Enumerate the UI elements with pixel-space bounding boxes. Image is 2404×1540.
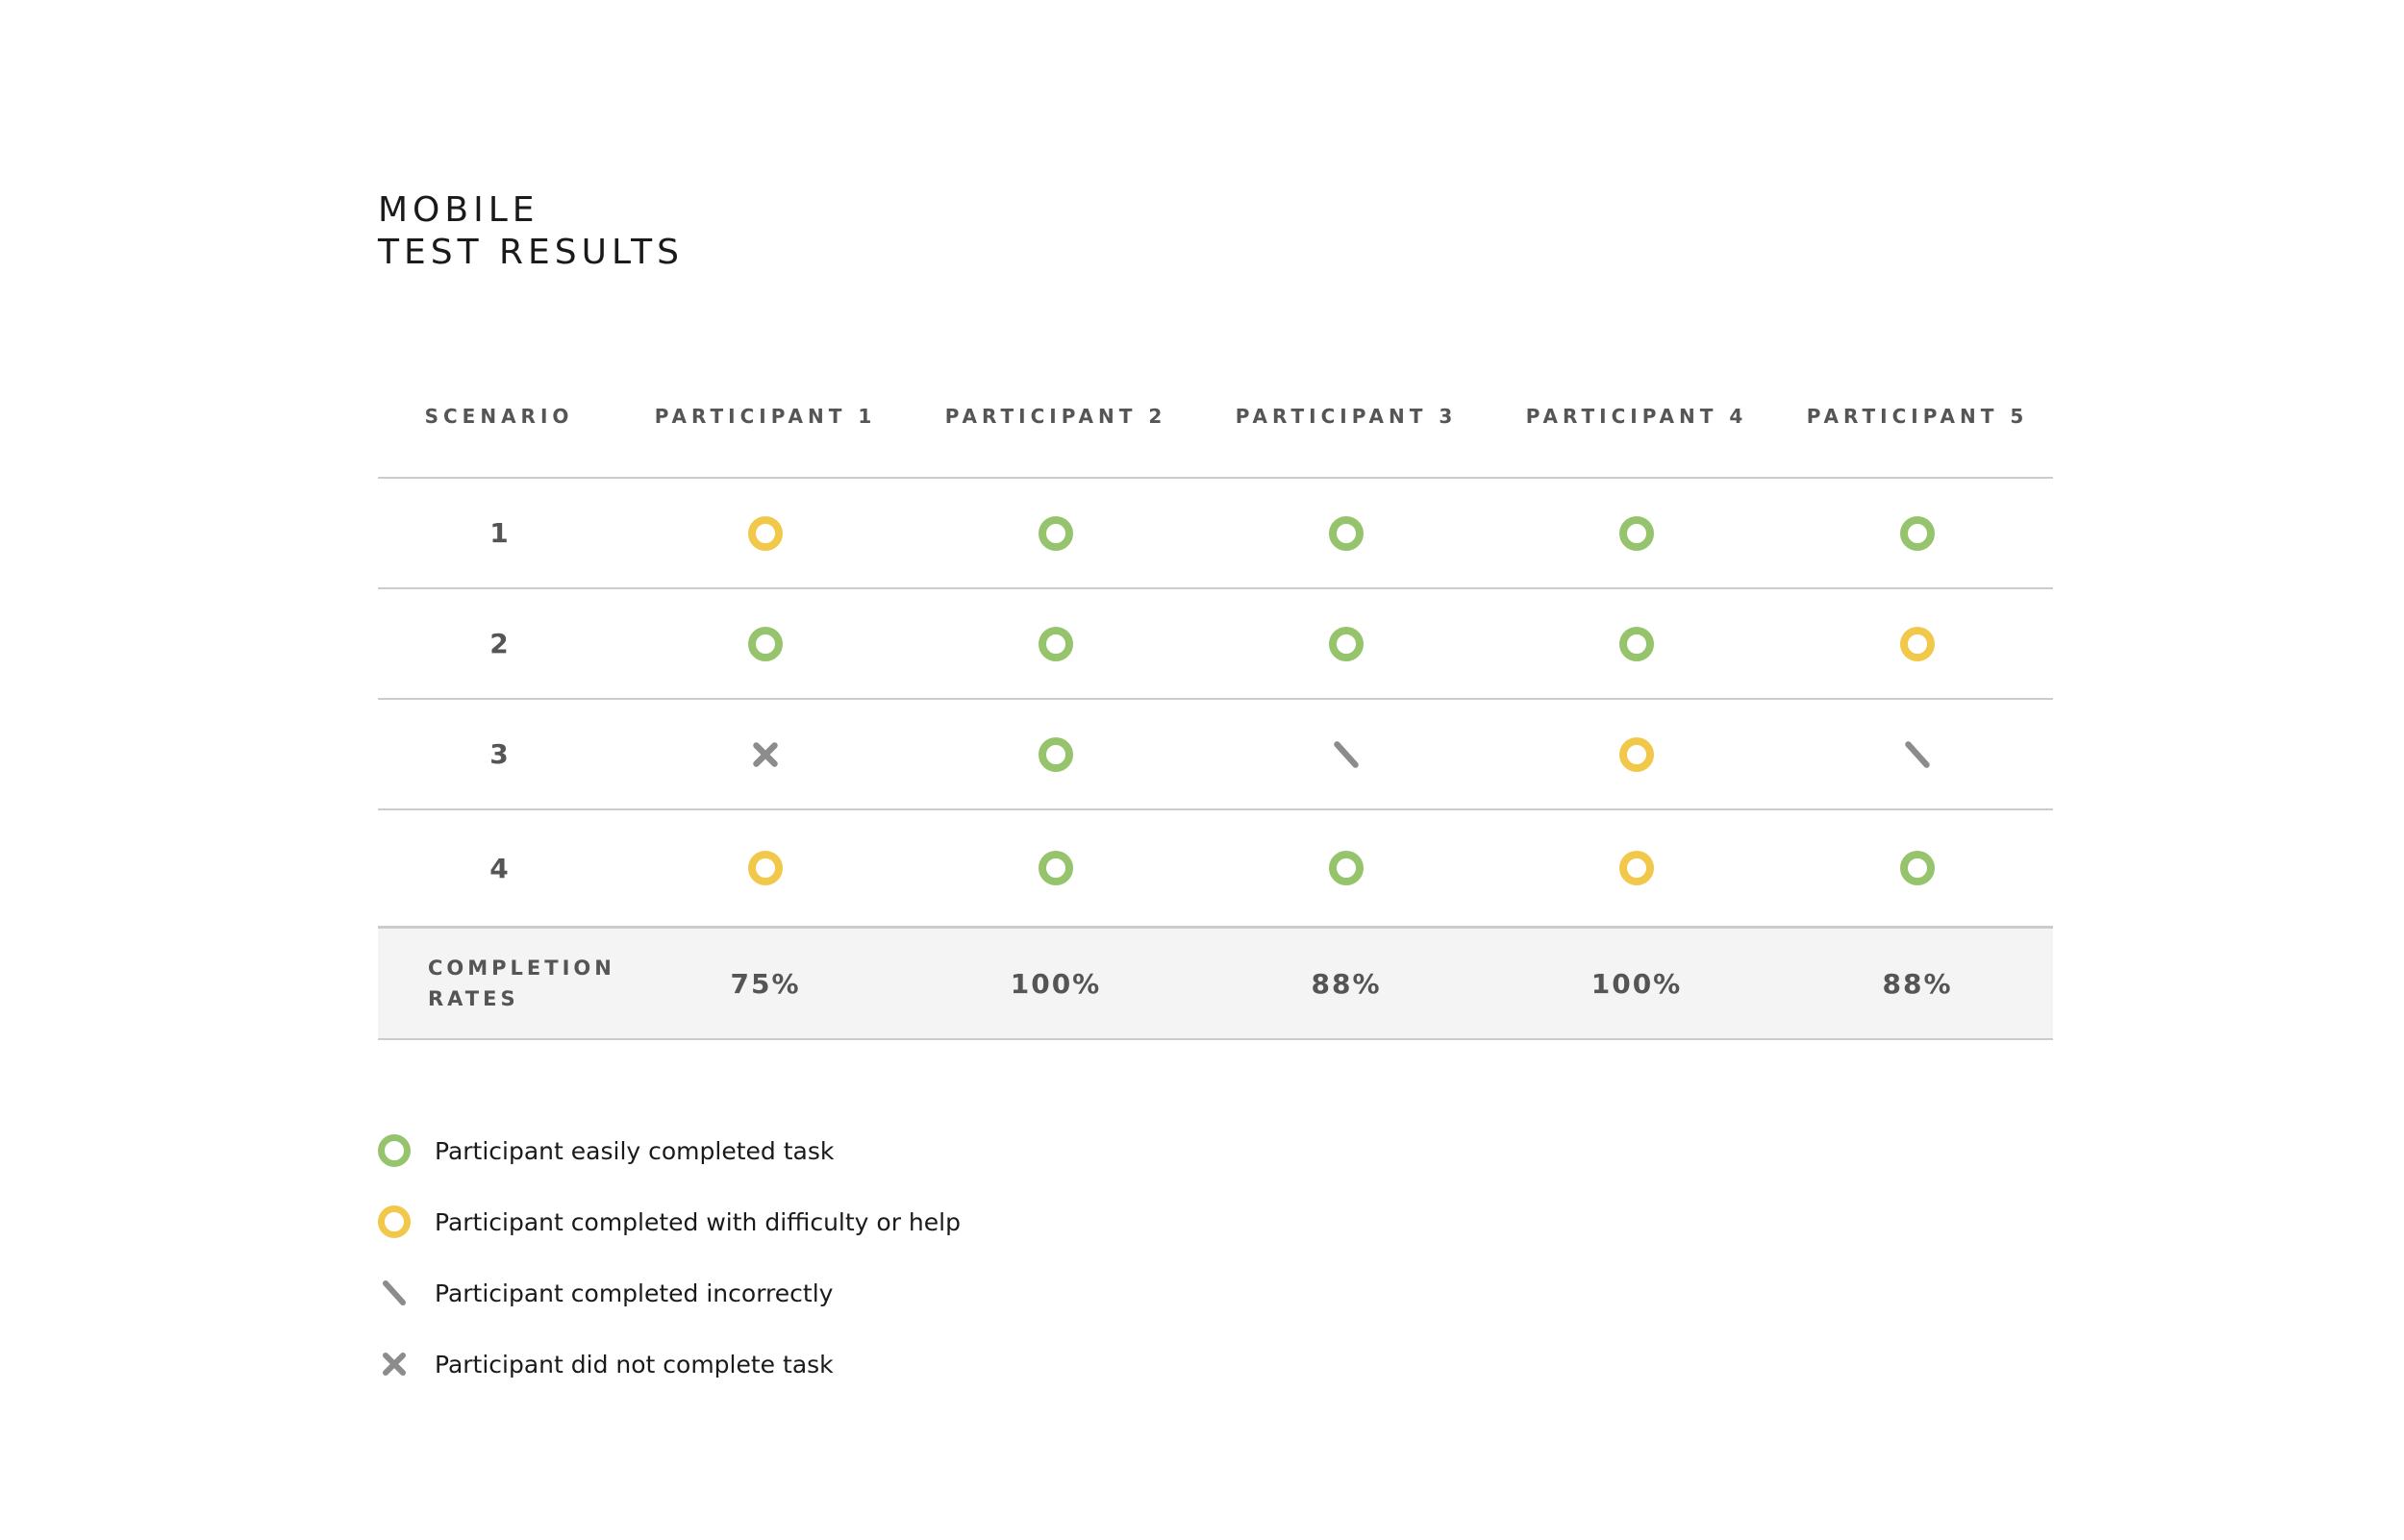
table-body [378,479,2053,928]
result-cell-participant-1 [620,627,911,661]
legend-label-difficulty: Participant completed with difficulty or help [435,1207,961,1236]
scenario-number: 1 [489,517,509,549]
green-ring-icon [375,1134,413,1167]
legend-label-not-completed: Participant did not complete task [435,1350,834,1379]
completion-rate-participant-4: 100% [1590,967,1683,1000]
result-cell-participant-1 [620,738,911,771]
slash-icon [1330,738,1363,771]
page-title-line-1: MOBILE [378,190,539,230]
result-cell-participant-2 [911,851,1201,885]
green-ring-icon [1329,851,1364,885]
green-ring-icon [1619,627,1654,661]
yellow-ring-icon [1619,851,1654,885]
result-cell-participant-1 [620,516,911,551]
slash-icon [375,1278,413,1308]
legend-label-incorrect: Participant completed incorrectly [435,1279,834,1307]
yellow-ring-icon [1900,627,1935,661]
column-header-participant-2: PARTICIPANT 2 [944,405,1167,428]
result-cell-participant-3 [1201,851,1491,885]
green-ring-icon [1619,516,1654,551]
table-row [378,700,2053,810]
result-cell-participant-3 [1201,738,1491,771]
result-cell-participant-5 [1782,851,2053,885]
result-cell-participant-2 [911,516,1201,551]
yellow-ring-icon [1619,737,1654,772]
legend-item-incorrect [375,1257,961,1329]
column-header-participant-4: PARTICIPANT 4 [1525,405,1748,428]
results-table [378,356,2053,1040]
completion-rates-label-line-2: RATES [428,987,519,1010]
green-ring-icon [1329,627,1364,661]
green-ring-icon [1039,737,1073,772]
result-cell-participant-5 [1782,516,2053,551]
green-ring-icon [1900,516,1935,551]
result-cell-participant-4 [1491,627,1782,661]
completion-rate-participant-3: 88% [1311,967,1382,1000]
legend-item-not-completed [375,1329,961,1400]
result-cell-participant-2 [911,627,1201,661]
x-icon [375,1349,413,1379]
result-cell-participant-4 [1491,851,1782,885]
completion-rates-label [378,953,620,1014]
green-ring-icon [1039,851,1073,885]
table-header-row [378,356,2053,479]
completion-rate-participant-1: 75% [730,967,801,1000]
legend [375,1115,961,1400]
table-row [378,589,2053,700]
x-icon [749,738,782,771]
legend-label-easy: Participant easily completed task [435,1136,835,1165]
result-cell-participant-5 [1782,738,2053,771]
page-title-line-2: TEST RESULTS [378,233,684,272]
table-row [378,810,2053,928]
result-cell-participant-5 [1782,627,2053,661]
completion-rate-participant-2: 100% [1010,967,1102,1000]
yellow-ring-icon [748,851,783,885]
result-cell-participant-4 [1491,737,1782,772]
scenario-number: 4 [489,852,509,884]
completion-rate-participant-5: 88% [1882,967,1953,1000]
legend-item-difficulty [375,1186,961,1257]
result-cell-participant-4 [1491,516,1782,551]
column-header-participant-5: PARTICIPANT 5 [1806,405,2029,428]
green-ring-icon [1900,851,1935,885]
result-cell-participant-3 [1201,627,1491,661]
page-title [378,189,684,274]
result-cell-participant-1 [620,851,911,885]
result-cell-participant-3 [1201,516,1491,551]
column-header-scenario: SCENARIO [424,405,574,428]
legend-item-easy [375,1115,961,1186]
completion-rates-row [378,928,2053,1040]
column-header-participant-3: PARTICIPANT 3 [1235,405,1458,428]
column-header-participant-1: PARTICIPANT 1 [654,405,877,428]
scenario-number: 2 [489,628,509,659]
yellow-ring-icon [375,1205,413,1238]
table-row [378,479,2053,589]
green-ring-icon [1039,516,1073,551]
green-ring-icon [748,627,783,661]
scenario-number: 3 [489,738,509,770]
slash-icon [1901,738,1934,771]
completion-rates-label-line-1: COMPLETION [428,956,615,980]
yellow-ring-icon [748,516,783,551]
result-cell-participant-2 [911,737,1201,772]
green-ring-icon [1039,627,1073,661]
green-ring-icon [1329,516,1364,551]
